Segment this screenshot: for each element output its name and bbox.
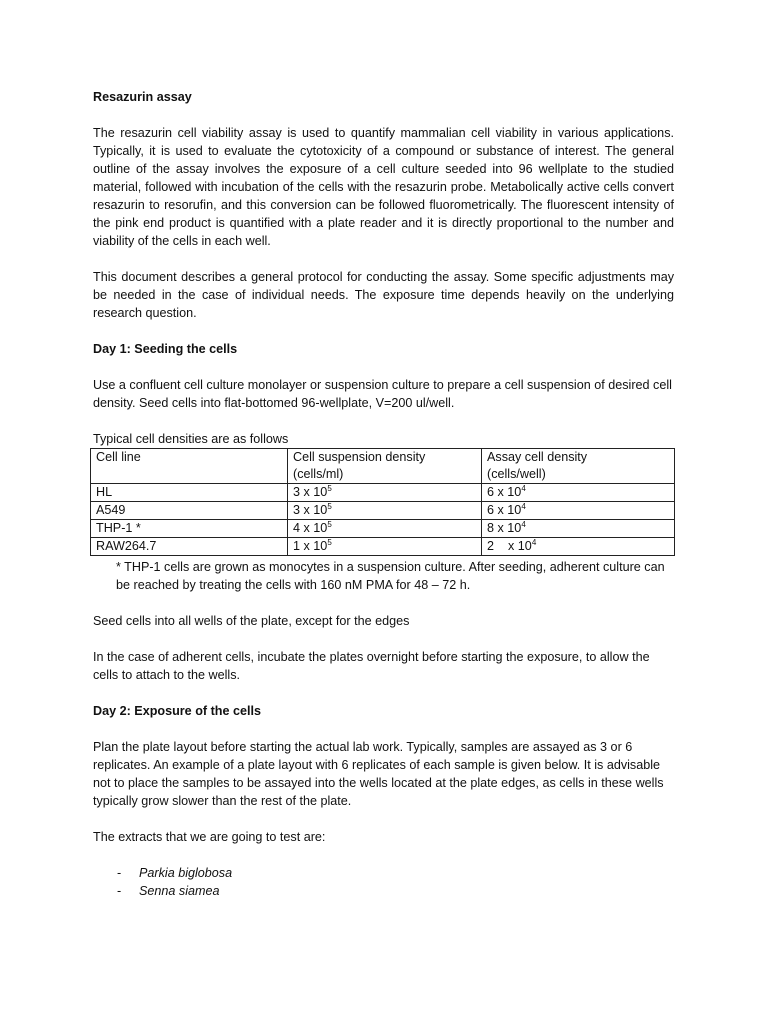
- intro-paragraph-1: The resazurin cell viability assay is used to quantify mammalian cell viability in various applications. Typically, it is used to evaluate the cytotoxicity of a compound or substance of interest. The general outline of the assay involves the exposure of a cell culture seeded into 96 wellplate to the studied material, followed with incubation of the cells with the resazurin probe. Metabolically active cells convert resazurin to resorufin, and this conversion can be followed fluorometrically. The fluorescent intensity of the pink end product is quantified with a plate reader and it is directly proportional to the number and viability of the cells in each well.: [93, 126, 674, 248]
- intro-paragraph-2: This document describes a general protocol for conducting the assay. Some specific adjustments may be needed in the case of individual needs. The exposure time depends heavily on the underlying research question.: [93, 270, 674, 320]
- assay-density: 6 x $10^4$: [482, 484, 675, 502]
- suspension-density: 3 x $10^5$: [288, 502, 482, 520]
- cell-density-table: [90, 448, 675, 556]
- header-subtext: (cells/ml): [293, 467, 344, 481]
- assay-density: 6 x $10^4$: [482, 502, 675, 520]
- dash-bullet-icon: -: [117, 866, 122, 880]
- cell-line: HL: [91, 484, 288, 502]
- cell-line: THP-1 *: [91, 520, 288, 538]
- list-item: [93, 882, 674, 900]
- suspension-density: 4 x $10^5$: [288, 520, 482, 538]
- table-row: [91, 502, 675, 520]
- cell-line: RAW264.7: [91, 538, 288, 556]
- header-text: Assay cell density: [487, 450, 588, 464]
- header-cell-line: [91, 449, 288, 484]
- document-title: Resazurin assay: [93, 90, 192, 104]
- day2-heading: Day 2: Exposure of the cells: [93, 704, 261, 718]
- header-assay-density: [482, 449, 675, 484]
- extracts-list: [93, 864, 674, 900]
- header-suspension-density: [288, 449, 482, 484]
- table-row: [91, 538, 675, 556]
- header-text: Cell suspension density: [293, 450, 426, 464]
- extract-name: Senna siamea: [139, 884, 220, 898]
- table-row: [91, 484, 675, 502]
- day2-paragraph: Plan the plate layout before starting the actual lab work. Typically, samples are assayed as 3 or 6 replicates. An example of a plate layout with 6 replicates of each sample is given below. It is advisable not to place the samples to be assayed into the wells located at the plate edges, as cells in these wells typically grow slower than the rest of the plate.: [93, 740, 664, 808]
- cell-line: A549: [91, 502, 288, 520]
- extracts-intro: The extracts that we are going to test are:: [93, 830, 326, 844]
- table-footnote: * THP-1 cells are grown as monocytes in a suspension culture. After seeding, adherent culture can be reached by treating the cells with 160 nM PMA for 48 – 72 h.: [116, 560, 665, 592]
- day1-paragraph: Use a confluent cell culture monolayer or suspension culture to prepare a cell suspension of desired cell density. Seed cells into flat-bottomed 96-wellplate, V=200 ul/well.: [93, 378, 672, 410]
- list-item: [93, 864, 674, 882]
- day1-paragraph-2: Seed cells into all wells of the plate, except for the edges: [93, 614, 410, 628]
- day1-heading: Day 1: Seeding the cells: [93, 342, 238, 356]
- document-page: [93, 88, 674, 900]
- table-caption: Typical cell densities are as follows: [93, 432, 289, 446]
- header-text: Cell line: [96, 450, 141, 464]
- header-subtext: (cells/well): [487, 467, 546, 481]
- suspension-density: 1 x $10^5$: [288, 538, 482, 556]
- table-header-row: [91, 449, 675, 484]
- extract-name: Parkia biglobosa: [139, 866, 233, 880]
- assay-density: 8 x $10^4$: [482, 520, 675, 538]
- suspension-density: 3 x $10^5$: [288, 484, 482, 502]
- dash-bullet-icon: -: [117, 884, 122, 898]
- assay-density: 2 x $10^4$: [482, 538, 675, 556]
- table-row: [91, 520, 675, 538]
- day1-paragraph-3: In the case of adherent cells, incubate the plates overnight before starting the exposure, to allow the cells to attach to the wells.: [93, 650, 650, 682]
